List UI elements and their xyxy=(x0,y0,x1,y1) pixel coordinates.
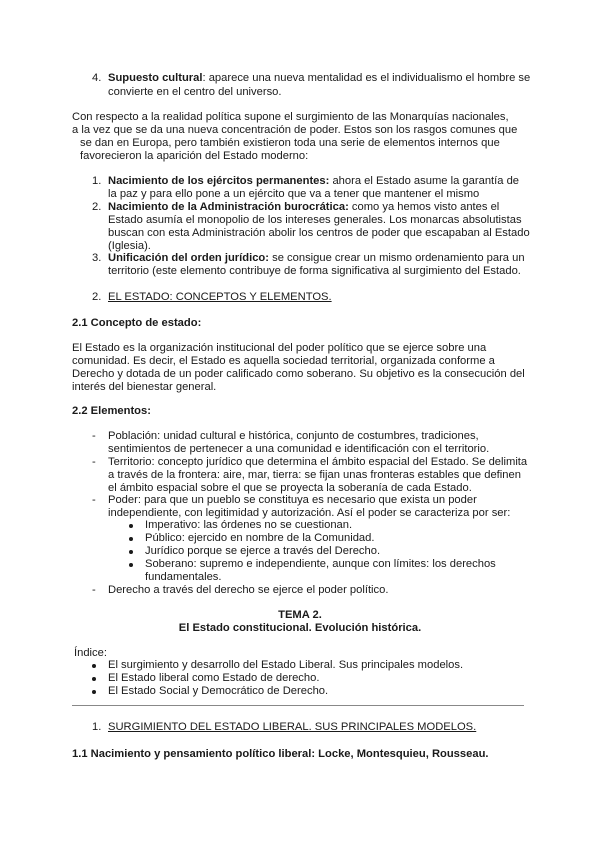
section-heading: EL ESTADO: CONCEPTOS Y ELEMENTOS. xyxy=(108,291,332,303)
list-number: 1. xyxy=(92,175,102,187)
list-item-continuation: independiente, con legitimidad y autorización. Así el poder se caracteriza por ser: xyxy=(108,507,511,519)
list-item-text: como ya hemos visto antes el xyxy=(348,201,500,213)
list-item-supuesto-cultural xyxy=(108,72,548,85)
subsection-title: 1.1 Nacimiento y pensamiento político liberal: Locke, Montesquieu, Rousseau. xyxy=(72,748,489,760)
paragraph-line: interés del bienestar general. xyxy=(72,381,217,393)
list-item-derecho: Derecho a través del derecho se ejerce el poder político. xyxy=(108,584,389,596)
sub-bullet-juridico: Jurídico porque se ejerce a través del Derecho. xyxy=(145,545,381,557)
list-item-text: se consigue crear un mismo ordenamiento para un xyxy=(269,252,525,264)
list-item-poder: Poder: para que un pueblo se constituya es necesario que exista un poder xyxy=(108,494,477,506)
list-item-territorio: Territorio: concepto jurídico que determina el ámbito espacial del Estado. Se delimita xyxy=(108,456,528,468)
list-item-continuation: Estado asumía el monopolio de los intereses generales. Los monarcas absolutistas xyxy=(108,214,522,226)
list-item-ejercitos xyxy=(108,175,519,188)
paragraph-line: Con respecto a la realidad política supone el surgimiento de las Monarquías nacionales, xyxy=(72,111,509,123)
sub-bullet-soberano: Soberano: supremo e independiente, aunque con límites: los derechos xyxy=(145,558,496,570)
list-number: 4. xyxy=(92,72,102,84)
list-item-poblacion: Población: unidad cultural e histórica, conjunto de costumbres, tradiciones, xyxy=(108,430,479,442)
dash-bullet: - xyxy=(92,456,96,468)
list-item-continuation: territorio (este elemento contribuye de forma significativa al surgimiento del Estado. xyxy=(108,265,521,277)
bullet-dot xyxy=(92,664,96,668)
subsection-title: 2.1 Concepto de estado: xyxy=(72,317,202,329)
index-item: El surgimiento y desarrollo del Estado Liberal. Sus principales modelos. xyxy=(108,659,464,671)
tema-title xyxy=(0,609,600,622)
section-number: 2. xyxy=(92,291,102,303)
list-item-text: ahora el Estado asume la garantía de xyxy=(329,175,520,187)
tema-subtitle-text: El Estado constitucional. Evolución histórica. xyxy=(178,622,422,634)
bullet-dot xyxy=(129,537,133,541)
sub-bullet-imperativo: Imperativo: las órdenes no se cuestionan. xyxy=(145,519,353,531)
list-item-title: Unificación del orden jurídico: xyxy=(108,252,269,264)
list-item-continuation: a través de la frontera: aire, mar, tierra: se fijan unas fronteras estables que definen xyxy=(108,469,521,481)
bullet-dot xyxy=(129,524,133,528)
paragraph-line: El Estado es la organización institucional del poder político que se ejerce sobre una xyxy=(72,342,487,354)
list-item-continuation: (Iglesia). xyxy=(108,240,151,252)
list-item-title: Supuesto cultural xyxy=(108,72,203,84)
horizontal-divider xyxy=(72,705,524,706)
index-item: El Estado Social y Democrático de Derecho. xyxy=(108,685,329,697)
paragraph-line: comunidad. Es decir, el Estado es aquella sociedad territorial, organizada conforme a xyxy=(72,355,495,367)
dash-bullet: - xyxy=(92,430,96,442)
paragraph-line: se dan en Europa, pero también existieron toda una serie de elementos internos que xyxy=(80,137,500,149)
list-item-title: Nacimiento de la Administración burocrática: xyxy=(108,201,349,213)
list-number: 3. xyxy=(92,252,102,264)
bullet-dot xyxy=(92,690,96,694)
bullet-dot xyxy=(129,550,133,554)
subsection-title: 2.2 Elementos: xyxy=(72,405,151,417)
list-item-title: Nacimiento de los ejércitos permanentes: xyxy=(108,175,330,187)
subsection-heading xyxy=(72,317,201,330)
list-number: 2. xyxy=(92,201,102,213)
index-label: Índice: xyxy=(74,647,107,659)
paragraph-line: a la vez que se da una nueva concentración de poder. Estos son los rasgos comunes que xyxy=(72,124,518,136)
list-item-text: : aparece una nueva mentalidad es el individualismo el hombre se xyxy=(202,72,531,84)
dash-bullet: - xyxy=(92,584,96,596)
list-item-continuation: el ámbito espacial sobre el que se proyecta la soberanía de cada Estado. xyxy=(108,482,472,494)
list-item-continuation: buscan con esta Administración abolir los centros de poder que escapaban al Estado xyxy=(108,227,530,239)
list-item-orden-juridico xyxy=(108,252,525,265)
subsection-heading xyxy=(72,748,489,761)
sub-bullet-continuation: fundamentales. xyxy=(145,571,222,583)
paragraph-line: favorecieron la aparición del Estado moderno: xyxy=(80,150,309,162)
index-item: El Estado liberal como Estado de derecho. xyxy=(108,672,320,684)
tema-subtitle xyxy=(0,622,600,635)
dash-bullet: - xyxy=(92,494,96,506)
list-item-continuation: sentimientos de pertenecer a una comunidad e identificación con el territorio. xyxy=(108,443,490,455)
bullet-dot xyxy=(129,563,133,567)
subsection-heading xyxy=(72,405,151,418)
bullet-dot xyxy=(92,677,96,681)
tema-number: TEMA 2. xyxy=(278,609,322,621)
paragraph-line: Derecho y dotada de un poder calificado como soberano. Su objetivo es la consecución del xyxy=(72,368,525,380)
sub-bullet-publico: Público: ejercido en nombre de la Comunidad. xyxy=(145,532,375,544)
section-heading: SURGIMIENTO DEL ESTADO LIBERAL. SUS PRINCIPALES MODELOS. xyxy=(108,721,477,733)
list-item-continuation: convierte en el centro del universo. xyxy=(108,86,282,98)
list-item-continuation: la paz y para ello pone a un ejército que va a tener que mantener el mismo xyxy=(108,188,480,200)
section-number: 1. xyxy=(92,721,102,733)
list-item-administracion xyxy=(108,201,499,214)
